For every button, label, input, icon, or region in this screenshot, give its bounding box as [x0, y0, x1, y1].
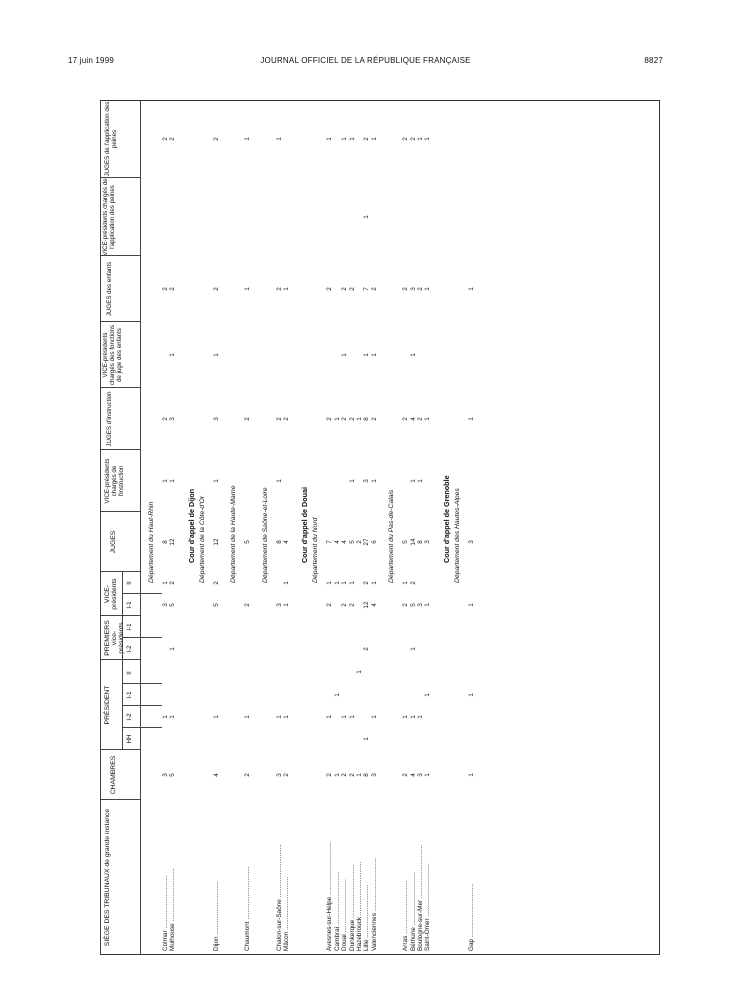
table-cell: 1	[424, 773, 432, 777]
table-cell: 2	[402, 287, 410, 291]
table-cell: 1	[275, 715, 283, 719]
court-heading: Cour d'appel de Douai	[300, 487, 310, 563]
court-heading: Cour d'appel de Grenoble	[441, 475, 451, 563]
table-cell: 1	[283, 287, 290, 291]
tribunal-name: Boulogne-sur-Mer ..............................	[417, 844, 424, 951]
table-cell: 2	[348, 603, 356, 607]
table-cell: 1	[402, 715, 410, 719]
col-premiers-i1: I-1	[126, 623, 133, 631]
table-cell: 1	[326, 581, 334, 585]
column-rule	[122, 637, 162, 638]
table-cell: 1	[467, 287, 475, 291]
table-cell: 1	[348, 479, 356, 483]
table-cell: 2	[341, 287, 349, 291]
col-juges-enfants: JUGES des enfants	[106, 261, 113, 317]
table-cell: 1	[424, 137, 432, 141]
table-cell: 2	[363, 647, 371, 651]
table-cell: 1	[333, 417, 341, 421]
tribunal-name: Chaumont ..............................	[244, 866, 252, 951]
table-cell: 1	[275, 479, 283, 483]
table-cell: 1	[348, 715, 356, 719]
table-cell: 2	[348, 773, 356, 777]
tribunal-name: Gap ..............................	[467, 883, 475, 951]
col-president: PRÉSIDENT	[104, 685, 111, 725]
table-cell: 2	[244, 773, 252, 777]
table-cell: 1	[169, 353, 177, 357]
table-cell: 1	[341, 137, 349, 141]
table-cell: 1	[370, 479, 378, 483]
column-rule	[122, 593, 162, 594]
table-cell: 2	[244, 603, 252, 607]
table-cell: 5	[212, 603, 220, 607]
table-cell: 6	[370, 540, 378, 544]
table-cell: 1	[409, 647, 417, 651]
subheader-rule	[122, 572, 123, 750]
table-cell: 1	[162, 581, 169, 585]
table-cell: 2	[162, 417, 169, 421]
col-vp-enfants: VICE-présidents chargés des fonctions de juge des enfants	[102, 324, 123, 386]
table-cell: 2	[212, 287, 220, 291]
table-cell: 2	[326, 773, 334, 777]
table-cell: 3	[212, 417, 220, 421]
table-cell: 1	[212, 715, 220, 719]
table-cell: 2	[275, 417, 283, 421]
table-cell: 4	[341, 540, 349, 544]
table-cell: 1	[169, 479, 177, 483]
table-cell: 3	[417, 603, 424, 607]
table-cell: 3	[162, 773, 169, 777]
table-cell: 1	[467, 603, 475, 607]
col-vp: VICE-présidents	[104, 578, 118, 610]
table-cell: 2	[417, 287, 424, 291]
tribunal-name: Douai ..............................	[341, 879, 349, 951]
col-vp-instruction: VICE-présidents chargés de l'instruction	[104, 458, 125, 504]
table-cell: 1	[424, 603, 432, 607]
table-cell: 1	[402, 581, 410, 585]
tribunal-name: Cambrai ..............................	[333, 871, 341, 951]
column-rule	[100, 177, 140, 178]
column-rule	[100, 615, 140, 616]
table-cell: 2	[363, 137, 371, 141]
col-vp-i1: I-1	[126, 601, 133, 609]
column-rule	[100, 449, 140, 450]
table-cell: 1	[348, 137, 356, 141]
table-cell: 1	[341, 715, 349, 719]
court-heading: Cour d'appel de Dijon	[186, 489, 196, 563]
tribunal-name: Colmar ..............................	[162, 875, 169, 951]
header-page-number: 8827	[644, 56, 663, 65]
tribunal-name: Mulhouse ..............................	[169, 868, 177, 951]
table-cell: 1	[424, 417, 432, 421]
table-cell: 2	[363, 581, 371, 585]
table-cell: 2	[275, 287, 283, 291]
col-juges-application: JUGES de l'application des peines	[104, 101, 118, 177]
table-cell: 1	[169, 715, 177, 719]
table-cell: 1	[341, 581, 349, 585]
table-cell: 4	[370, 603, 378, 607]
column-rule	[100, 255, 140, 256]
table-cell: 3	[424, 540, 432, 544]
table-cell: 2	[341, 773, 349, 777]
table-cell: 1	[424, 287, 432, 291]
table-cell: 3	[169, 417, 177, 421]
table-cell: 1	[244, 137, 252, 141]
table-cell: 1	[363, 737, 371, 741]
table-cell: 1	[363, 353, 371, 357]
table-cell: 1	[169, 647, 177, 651]
tribunal-name: Arras ..............................	[402, 880, 410, 951]
table-cell: 4	[409, 417, 417, 421]
table-cell: 2	[341, 417, 349, 421]
tribunal-name: Dunkerque ..............................	[348, 864, 356, 951]
col-premiers-vp: PREMIERS vice-présidents	[104, 620, 125, 656]
table-cell: 5	[348, 540, 356, 544]
column-rule	[122, 705, 162, 706]
table-cell: 2	[212, 581, 220, 585]
col-president-ii: II	[126, 671, 133, 675]
table-cell: 2	[169, 581, 177, 585]
table-cell: 1	[333, 693, 341, 697]
column-rule	[100, 511, 140, 512]
table-cell: 8	[363, 417, 371, 421]
table-cell: 2	[326, 417, 334, 421]
table-cell: 1	[212, 353, 220, 357]
table-cell: 3	[417, 773, 424, 777]
table-cell: 8	[162, 540, 169, 544]
col-premiers-i2: I-2	[126, 645, 133, 653]
col-vp-ii: II	[126, 581, 133, 585]
tribunal-name: Valenciennes ..............................	[370, 858, 378, 951]
table-cell: 1	[283, 603, 290, 607]
tribunal-name: Mâcon ..............................	[283, 876, 290, 951]
tribunal-name: Chalon-sur-Saône ..............................	[275, 844, 283, 951]
table-cell: 2	[341, 603, 349, 607]
header-rule	[140, 100, 141, 955]
table-cell: 3	[409, 287, 417, 291]
table-cell: 1	[283, 581, 290, 585]
table-cell: 1	[409, 353, 417, 357]
col-president-i1: I-1	[126, 691, 133, 699]
department-heading: Département du Pas-de-Calais	[388, 489, 396, 583]
col-president-hh: HH	[126, 734, 133, 744]
table-cell: 1	[417, 137, 424, 141]
department-heading: Département de la Haute-Marne	[230, 485, 238, 583]
tribunal-name: Avesnes-sur-Helpe ..............................	[326, 841, 334, 951]
col-siege: SIÈGE DES TRIBUNAUX de grande instance	[104, 808, 111, 947]
table-cell: 3	[467, 540, 475, 544]
table-cell: 1	[333, 773, 341, 777]
table-cell: 1	[244, 287, 252, 291]
table-cell: 3	[162, 603, 169, 607]
table-cell: 1	[467, 773, 475, 777]
table-cell: 7	[363, 287, 371, 291]
table-cell: 1	[333, 581, 341, 585]
table-cell: 1	[370, 353, 378, 357]
col-juges-instruction: JUGES d'instruction	[106, 391, 113, 447]
column-rule	[122, 727, 162, 728]
table-cell: 1	[370, 137, 378, 141]
table-cell: 27	[363, 538, 371, 546]
department-heading: Département de Saône-et-Loire	[261, 487, 269, 583]
table-cell: 2	[283, 417, 290, 421]
table-cell: 5	[402, 540, 410, 544]
column-rule	[100, 659, 140, 660]
table-cell: 14	[409, 538, 417, 546]
column-rule	[100, 387, 140, 388]
table-cell: 2	[348, 417, 356, 421]
tribunal-name: Hazebrouck ..............................	[356, 861, 363, 951]
table-cell: 1	[356, 670, 363, 674]
table-cell: 1	[417, 479, 424, 483]
table-cell: 1	[244, 715, 252, 719]
column-rule	[100, 749, 140, 750]
tribunal-name: Lille ..............................	[363, 884, 371, 951]
table-cell: 1	[212, 479, 220, 483]
table-cell: 4	[333, 540, 341, 544]
table-cell: 1	[363, 215, 371, 219]
table-cell: 2	[402, 773, 410, 777]
table-cell: 3	[370, 773, 378, 777]
table-cell: 1	[283, 715, 290, 719]
table-cell: 1	[370, 581, 378, 585]
table-cell: 2	[402, 137, 410, 141]
table-cell: 1	[348, 581, 356, 585]
table-cell: 1	[356, 417, 363, 421]
column-rule	[100, 321, 140, 322]
table-cell: 5	[169, 603, 177, 607]
table-cell: 1	[341, 353, 349, 357]
table-cell: 3	[275, 603, 283, 607]
table-cell: 2	[169, 137, 177, 141]
table-cell: 1	[467, 693, 475, 697]
table-cell: 8	[275, 540, 283, 544]
table-cell: 2	[244, 417, 252, 421]
tribunal-name: Saint-Omer ..............................	[424, 863, 432, 951]
table-cell: 1	[417, 715, 424, 719]
table-cell: 2	[417, 417, 424, 421]
table-cell: 1	[409, 715, 417, 719]
table-cell: 5	[244, 540, 252, 544]
table-cell: 12	[212, 538, 220, 546]
table-cell: 1	[370, 715, 378, 719]
col-chambres: CHAMBRES	[110, 755, 117, 795]
column-rule	[122, 683, 162, 684]
table-cell: 2	[370, 417, 378, 421]
table-cell: 3	[275, 773, 283, 777]
table-cell: 2	[356, 540, 363, 544]
table-cell: 7	[326, 540, 334, 544]
table-cell: 2	[409, 581, 417, 585]
table-cell: 8	[363, 773, 371, 777]
table-cell: 2	[326, 287, 334, 291]
table-cell: 1	[326, 715, 334, 719]
table-cell: 2	[212, 137, 220, 141]
table-cell: 2	[283, 773, 290, 777]
col-juges: JUGES	[110, 530, 117, 554]
table-cell: 1	[467, 417, 475, 421]
table-cell: 8	[417, 540, 424, 544]
table-cell: 2	[409, 137, 417, 141]
table-cell: 2	[402, 603, 410, 607]
table-cell: 4	[212, 773, 220, 777]
department-heading: Département des Hautes-Alpes	[453, 488, 461, 583]
table-cell: 1	[162, 479, 169, 483]
column-rule	[100, 571, 140, 572]
header-date: 17 juin 1999	[68, 56, 114, 65]
table-cell: 2	[162, 287, 169, 291]
rule	[100, 100, 101, 955]
table-cell: 4	[283, 540, 290, 544]
table-cell: 2	[169, 287, 177, 291]
table-cell: 12	[363, 601, 371, 609]
table-cell: 1	[356, 773, 363, 777]
table-cell: 5	[409, 603, 417, 607]
table-cell: 2	[348, 287, 356, 291]
department-heading: Département du Nord	[312, 517, 320, 583]
col-president-i2: I-2	[126, 713, 133, 721]
table-cell: 2	[370, 287, 378, 291]
table-cell: 1	[275, 137, 283, 141]
table-cell: 2	[402, 417, 410, 421]
table-cell: 3	[363, 479, 371, 483]
table-border	[100, 100, 660, 955]
col-vp-application: VICE-présidents chargés de l'application des peines	[102, 178, 116, 256]
department-heading: Département du Haut-Rhin	[148, 501, 155, 583]
department-heading: Département de la Côte-d'Or	[198, 495, 206, 583]
table-cell: 1	[424, 693, 432, 697]
rotated-table	[100, 100, 660, 955]
table-cell: 1	[326, 137, 334, 141]
table-cell: 1	[409, 479, 417, 483]
tribunal-name: Béthune ..............................	[409, 872, 417, 951]
table-cell: 12	[169, 538, 177, 546]
column-rule	[100, 799, 140, 800]
table-cell: 5	[169, 773, 177, 777]
header-title: JOURNAL OFFICIEL DE LA RÉPUBLIQUE FRANÇAISE	[260, 56, 471, 65]
table-cell: 2	[162, 137, 169, 141]
tribunal-name: Dijon ..............................	[212, 881, 220, 951]
table-cell: 1	[162, 715, 169, 719]
table-cell: 4	[409, 773, 417, 777]
table-frame	[100, 100, 500, 951]
table-cell: 2	[326, 603, 334, 607]
